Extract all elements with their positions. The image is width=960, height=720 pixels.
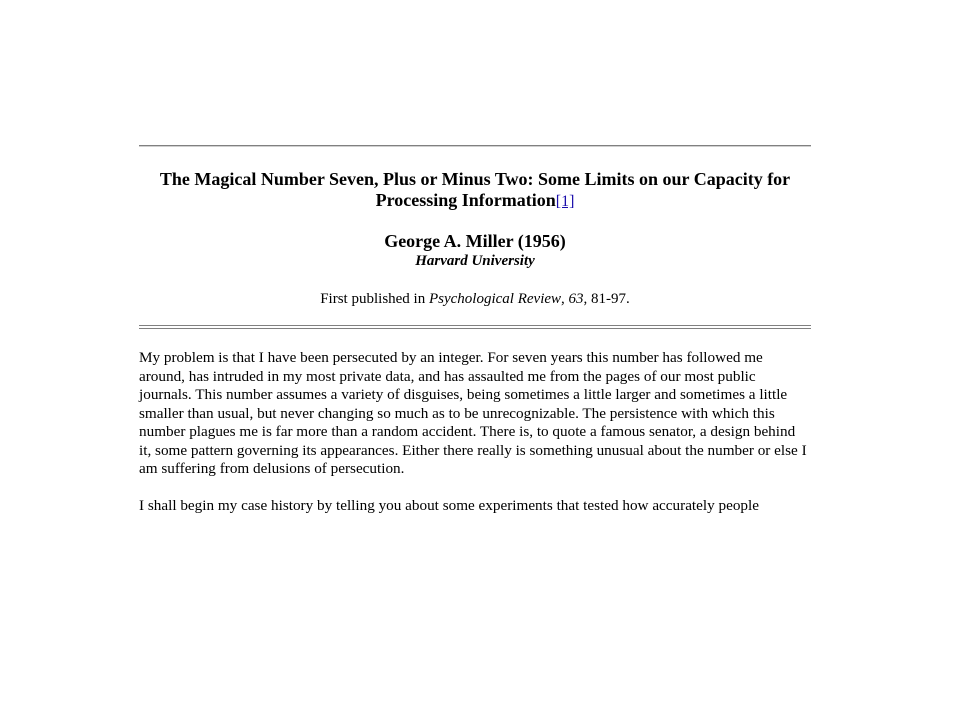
article-title-text: The Magical Number Seven, Plus or Minus Two: Some Limits on our Capacity for Processing Information — [159, 169, 791, 210]
pub-sep: , — [561, 291, 569, 307]
publication-info — [139, 290, 811, 308]
footnote-link-1[interactable]: [1] — [555, 193, 575, 210]
body-paragraph-1: My problem is that I have been persecuted by an integer. For seven years this number has followed me around, has intruded in my most private data, and has assaulted me from the pages of our most public journals. This number assumes a variety of disguises, being sometimes a little larger and sometimes a little smaller than usual, but never changing so much as to be unrecognizable. The persistence with which this number plagues me is far more than a random accident. There is, to quote a famous senator, a design behind it, some pattern governing its appearances. Either there really is something unusual about the number or else I am suffering from delusions of persecution. — [139, 349, 807, 477]
double-divider-wrap — [139, 325, 811, 329]
pub-journal: Psychological Review — [428, 291, 562, 307]
top-divider — [139, 145, 811, 147]
pub-pages: , 81-97. — [583, 291, 630, 307]
document-page — [139, 145, 811, 515]
body-paragraph-2: I shall begin my case history by telling you about some experiments that tested how accurately people — [139, 496, 759, 514]
author-affiliation: Harvard University — [415, 253, 535, 269]
pub-volume: 63 — [568, 291, 584, 307]
pub-prefix: First published in — [320, 291, 429, 307]
article-title — [139, 169, 811, 212]
double-divider — [139, 325, 811, 329]
author-name: George A. Miller (1956) — [384, 231, 566, 251]
